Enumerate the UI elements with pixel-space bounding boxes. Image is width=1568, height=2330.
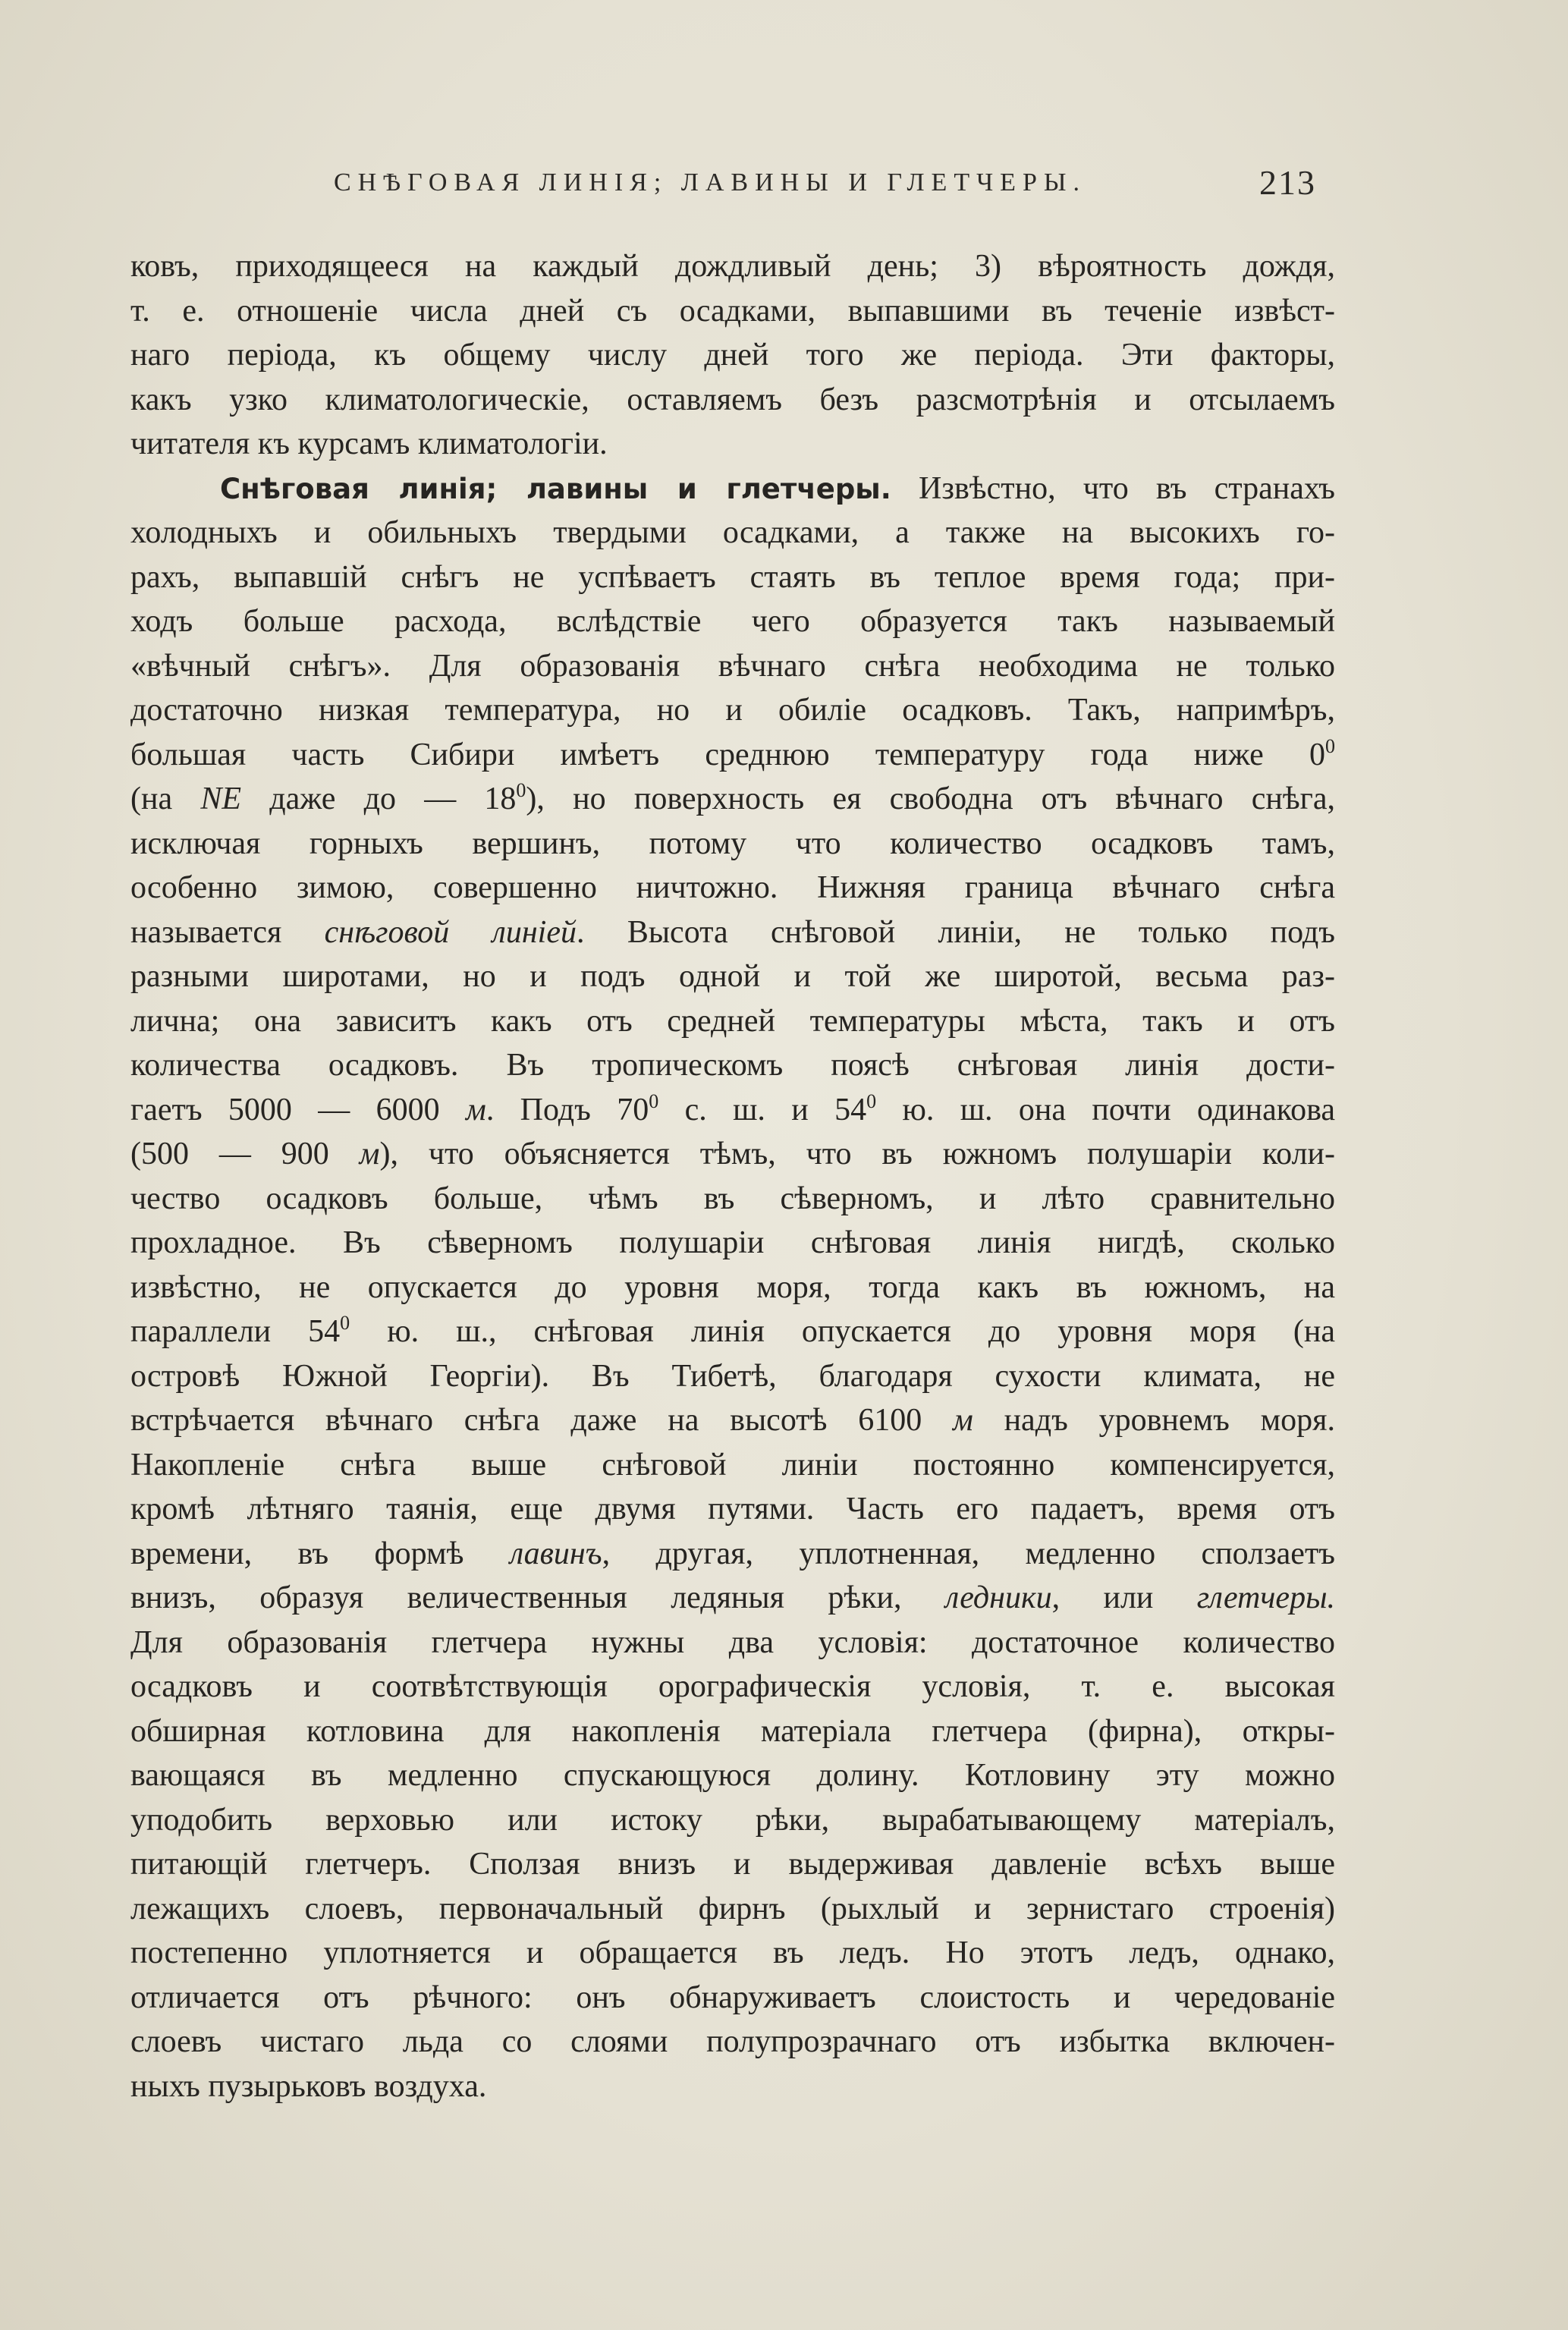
italic-term: м <box>359 1137 380 1171</box>
text-line: разными широтами, но и подъ одной и той же широтой, весьма раз- <box>130 959 1335 994</box>
italic-term: м <box>952 1403 973 1438</box>
text-line: уподобить верховью или истоку рѣки, вырабатывающему матеріалъ, <box>130 1802 1335 1838</box>
text-line: большая часть Сибири имѣетъ среднюю температуру года ниже $0^0$ <box>130 734 1335 772</box>
italic-term: снѣговой линіей <box>324 914 577 950</box>
text-line: питающій глетчеръ. Сползая внизъ и выдерживая давленіе всѣхъ выше <box>130 1847 1335 1882</box>
text-line: называется снѣговой линіей. Высота снѣговой линіи, не только подъ <box>130 914 1336 950</box>
text-line: «вѣчный снѣгъ». Для образованія вѣчнаго снѣга необходима не только <box>130 648 1335 684</box>
text-line: (на NE даже до — $18^0$), но поверхность ея свободна отъ вѣчнаго снѣга, <box>130 779 1336 816</box>
text-line: параллели $54^0$ ю. ш., снѣговая линія опускается до уровня моря (на <box>130 1312 1336 1349</box>
body-text <box>130 244 1335 2108</box>
text-line: Накопленіе снѣга выше снѣговой линіи постоянно компенсируется, <box>130 1447 1335 1483</box>
text-line: вающаяся въ медленно спускающуюся долину. Котловину эту можно <box>130 1758 1335 1793</box>
text-line: какъ узко климатологическіе, оставляемъ безъ разсмотрѣнія и отсылаемъ <box>130 382 1335 417</box>
text-line: прохладное. Въ сѣверномъ полушаріи снѣговая линія нигдѣ, сколько <box>130 1225 1335 1260</box>
page-number: 213 <box>1259 163 1316 202</box>
text-line: внизъ, образуя величественныя ледяныя рѣки, ледники, или глетчеры. <box>130 1580 1336 1615</box>
text-line: особенно зимою, совершенно ничтожно. Нижняя граница вѣчнаго снѣга <box>130 870 1335 905</box>
text-line: достаточно низкая температура, но и обиліе осадковъ. Такъ, напримѣръ, <box>130 693 1335 728</box>
text-line: встрѣчается вѣчнаго снѣга даже на высотѣ 6100 м надъ уровнемъ моря. <box>130 1403 1335 1438</box>
italic-term: ледники <box>944 1580 1052 1615</box>
text-line: наго періода, къ общему числу дней того же періода. Эти факторы, <box>130 338 1335 373</box>
italic-term: лавинъ <box>509 1536 602 1571</box>
text-line: времени, въ формѣ лавинъ, другая, уплотненная, медленно сползаетъ <box>130 1536 1336 1571</box>
text-line: чество осадковъ больше, чѣмъ въ сѣверномъ, и лѣто сравнительно <box>130 1181 1335 1216</box>
text-line: отличается отъ рѣчного: онъ обнаруживаетъ слоистость и чередованіе <box>130 1979 1335 2015</box>
text-line: обширная котловина для накопленія матеріала глетчера (фирна), откры- <box>130 1713 1335 1749</box>
section-heading: Снѣговая линія; лавины и глетчеры. <box>220 472 891 505</box>
text-line: количества осадковъ. Въ тропическомъ поясѣ снѣговая линія дости- <box>130 1048 1335 1083</box>
text-line: островѣ Южной Георгіи). Въ Тибетѣ, благодаря сухости климата, не <box>130 1358 1335 1394</box>
text-line: (500 — 900 м), что объясняется тѣмъ, что въ южномъ полушаріи коли- <box>130 1137 1336 1171</box>
italic-term: глетчеры. <box>1196 1580 1336 1615</box>
text-line: слоевъ чистаго льда со слоями полупрозрачнаго отъ избытка включен- <box>130 2024 1335 2059</box>
text-line: осадковъ и соотвѣтствующія орографическія условія, т. е. высокая <box>130 1669 1335 1704</box>
italic-term: м <box>466 1092 486 1127</box>
text-line: лежащихъ слоевъ, первоначальный фирнъ (рыхлый и зернистаго строенія) <box>130 1891 1335 1926</box>
text-line: Для образованія глетчера нужны два условія: достаточное количество <box>130 1624 1335 1660</box>
text-line: Снѣговая линія; лавины и глетчеры. Извѣстно, что въ странахъ <box>220 470 1336 506</box>
italic-term: NE <box>200 781 242 816</box>
text-line: ходъ больше расхода, вслѣдствіе чего образуется такъ называемый <box>130 604 1335 639</box>
text-line: ныхъ пузырьковъ воздуха. <box>130 2068 487 2104</box>
text-line: постепенно уплотняется и обращается въ ледъ. Но этотъ ледъ, однако, <box>130 1935 1335 1970</box>
text-line: ковъ, приходящееся на каждый дождливый день; 3) вѣроятность дождя, <box>130 249 1335 284</box>
running-header: СНѢГОВАЯ ЛИНІЯ; ЛАВИНЫ И ГЛЕТЧЕРЫ. <box>334 168 1087 197</box>
text-line: лична; она зависитъ какъ отъ средней температуры мѣста, такъ и отъ <box>130 1003 1335 1039</box>
text-line: рахъ, выпавшій снѣгъ не успѣваетъ стаять въ теплое время года; при- <box>130 559 1335 595</box>
text-line: читателя къ курсамъ климатологіи. <box>130 426 608 461</box>
text-line: т. е. отношеніе числа дней съ осадками, выпавшими въ теченіе извѣст- <box>130 293 1335 329</box>
text-line: извѣстно, не опускается до уровня моря, тогда какъ въ южномъ, на <box>130 1269 1335 1305</box>
text-line: кромѣ лѣтняго таянія, еще двумя путями. Часть его падаетъ, время отъ <box>130 1492 1335 1527</box>
text-line: гаетъ 5000 — 6000 м. Подъ $70^0$ с. ш. и $54^0$ ю. ш. она почти одинакова <box>130 1090 1335 1127</box>
text-line: исключая горныхъ вершинъ, потому что количество осадковъ тамъ, <box>130 825 1335 861</box>
text-line: холодныхъ и обильныхъ твердыми осадками, а также на высокихъ го- <box>130 515 1335 550</box>
